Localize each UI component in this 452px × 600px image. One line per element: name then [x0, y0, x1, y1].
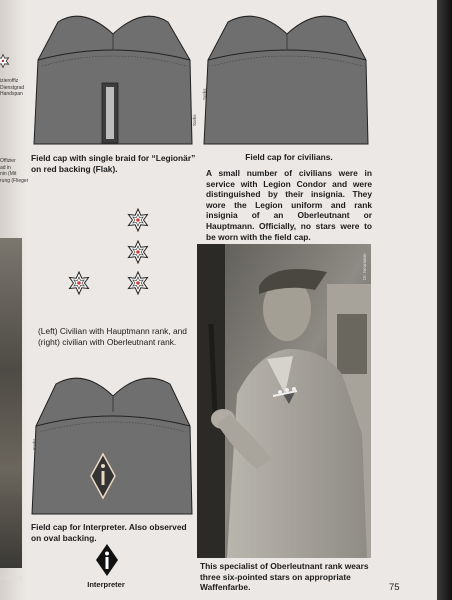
field-cap-legionar-drawing — [28, 4, 198, 149]
field-cap-interpreter-drawing — [28, 368, 198, 518]
margin-fragment: Offizier — [0, 158, 16, 164]
drawing-credit: Sorks — [32, 438, 37, 450]
caption-photo: This specialist of Oberleutnant rank wears three six-pointed stars on appropriate Waffenfarbe. — [200, 561, 369, 593]
margin-photo-fragment — [0, 238, 22, 568]
margin-fragment: nin (Mit — [0, 171, 17, 177]
margin-fragment-top — [0, 78, 24, 98]
margin-fragment: Handspan — [0, 91, 23, 97]
six-pointed-star-icon — [125, 207, 151, 233]
margin-fragment: ad in — [0, 164, 11, 171]
interpreter-label: Interpreter — [87, 580, 125, 589]
field-cap-civilians-drawing — [202, 4, 372, 149]
margin-fragment-mid — [0, 158, 28, 184]
margin-fragment: rung (Flieger — [0, 177, 29, 184]
caption-civilians-title: Field cap for civilians. — [245, 152, 333, 162]
interpreter-diamond-icon — [95, 543, 119, 577]
book-edge — [437, 0, 452, 600]
margin-fragment: (Left) Legi — [0, 575, 23, 581]
photo-credit: Dr. Neumann — [362, 253, 367, 280]
margin-fragment: Dienstgrad — [0, 84, 25, 91]
drawing-credit: Sorks — [202, 88, 207, 100]
caption-interpreter-cap: Field cap for Interpreter. Also observed on oval backing. — [31, 522, 187, 543]
margin-fragment: izieroffiz — [0, 78, 19, 84]
specialist-photo — [197, 244, 371, 558]
six-pointed-star-icon — [125, 270, 151, 296]
six-pointed-star-icon — [125, 239, 151, 265]
drawing-credit: Sorks — [192, 114, 197, 126]
margin-star-icon — [0, 54, 10, 68]
six-pointed-star-icon — [66, 270, 92, 296]
page-number: 75 — [389, 582, 400, 593]
caption-legionar-cap: Field cap with single braid for “Legionär” on red backing (Flak). — [31, 153, 196, 174]
caption-stars: (Left) Civilian with Hauptmann rank, and (right) civilian with Oberleutnant rank. — [38, 326, 187, 347]
caption-civilians-text: A small number of civilians were in service with Legion Condor and were distinguished by their insignia. They wore the Legion uniform and rank insignia of an Oberleutnant or Hauptmann. Officially, no stars were to be worn with the field cap. — [206, 168, 372, 242]
